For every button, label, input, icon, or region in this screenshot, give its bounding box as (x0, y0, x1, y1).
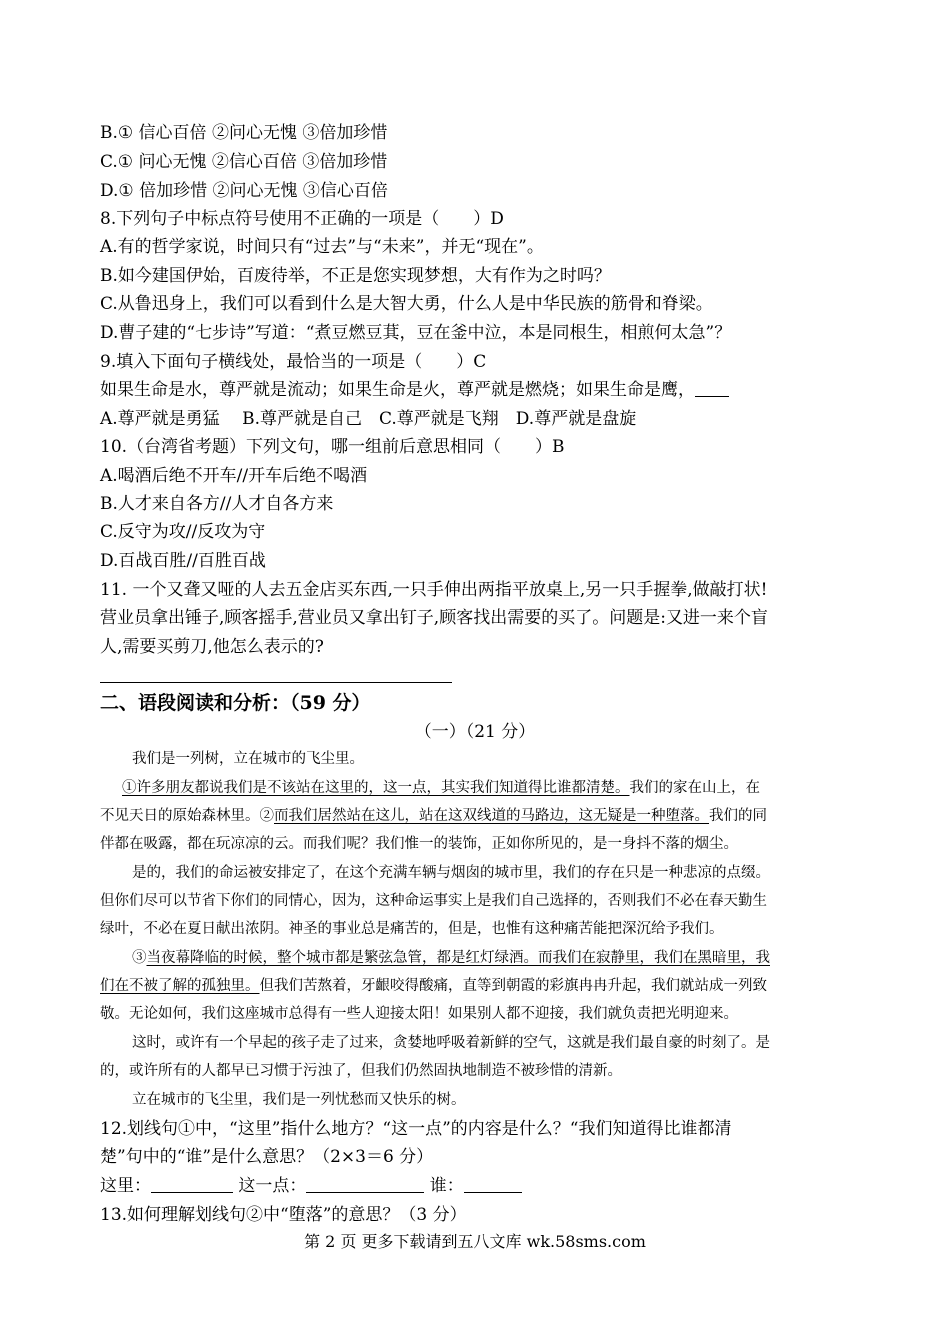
passage-p3-line-2: 但你们尽可以节省下你们的同情心，因为，这种命运事实上是我们自己选择的，否则我们不必在春天勤生 (100, 893, 767, 909)
section-2-title: 二、语段阅读和分析：（59 分） (100, 692, 371, 714)
q12-blank-point[interactable] (306, 1176, 424, 1193)
underlined-sentence-3a: 当夜幕降临的时候，整个城市都是繁弦急管，都是红灯绿酒。而我们在寂静里，我们在黑暗里，我 (146, 950, 770, 966)
q9-sentence (100, 379, 729, 401)
passage-p2-text-b1: 不见天日的原始森林里。② (100, 808, 274, 824)
passage-p2-line-1 (122, 778, 760, 798)
q11-line-1: 11. 一个又聋又哑的人去五金店买东西,一只手伸出两指平放桌上,另一只手握拳,做敲打状! (100, 580, 768, 600)
passage-p2-line-2 (100, 806, 767, 826)
underlined-sentence-2: 而我们居然站在这儿，站在这双线道的马路边，这无疑是一种堕落。 (274, 808, 709, 824)
page-footer: 第 2 页 更多下载请到五八文库 wk.58sms.com (304, 1232, 646, 1251)
q12-blank-here[interactable] (151, 1176, 233, 1193)
q10-option-c: C.反守为攻//反攻为守 (100, 522, 266, 542)
q9-sentence-text: 如果生命是水，尊严就是流动；如果生命是火，尊严就是燃烧；如果生命是鹰， (100, 380, 695, 400)
passage-p3-line-3: 绿叶，不必在夏日献出浓阴。神圣的事业总是痛苦的，但是，也惟有这种痛苦能把深沉给予我们。 (100, 921, 724, 937)
underlined-sentence-3b: 们在不被了解的孤独里。 (100, 978, 260, 994)
q12-blank-who[interactable] (464, 1176, 522, 1193)
q8-option-c: C.从鲁迅身上，我们可以看到什么是大智大勇，什么人是中华民族的筋骨和脊梁。 (100, 294, 713, 314)
q12-line-1: 12.划线句①中，“这里”指什么地方？“这一点”的内容是什么？“我们知道得比谁都清 (100, 1119, 732, 1139)
q9-stem: 9.填入下面句子横线处，最恰当的一项是（ ）C (100, 352, 487, 372)
passage-p5-line-1: 这时，或许有一个早起的孩子走了过来，贪婪地呼吸着新鲜的空气，这就是我们最自豪的时刻了。是 (132, 1035, 770, 1051)
passage-p4-text-b: 但我们苦熬着，牙齦咬得酸痛，直等到朝霞的彩旗冉冉升起，我们就站成一列致 (259, 978, 767, 994)
q7-option-c: C.① 问心无愧 ②信心百倍 ③倍加珍惜 (100, 152, 388, 172)
passage-p5-line-2: 的，或许所有的人都早已习惯于污浊了，但我们仍然固执地制造不被珍惜的清新。 (100, 1063, 622, 1079)
q7-option-d: D.① 倍加珍惜 ②问心无愧 ③信心百倍 (100, 181, 388, 201)
q8-option-d: D.曹子建的“七步诗”写道：“煮豆燃豆萁，豆在釜中泣，本是同根生，相煎何太急”？ (100, 323, 732, 343)
passage-p4-line-2 (100, 976, 767, 996)
q10-option-a: A.喝酒后绝不开车//开车后绝不喝酒 (100, 466, 368, 486)
passage-p2-text-b2: 我们的同 (709, 808, 767, 824)
passage-p4-number: ③ (132, 950, 147, 966)
q11-line-2: 营业员拿出锤子,顾客摇手,营业员又拿出钉子,顾客找出需要的买了。问题是:又进一来个盲 (100, 608, 768, 628)
passage-p6: 立在城市的飞尘里，我们是一列忧愁而又快乐的树。 (132, 1092, 466, 1108)
q7-option-b: B.① 信心百倍 ②问心无愧 ③倍加珍惜 (100, 123, 388, 143)
q8-option-b: B.如今建国伊始，百废待举，不正是您实现梦想，大有作为之时吗？ (100, 266, 611, 286)
q10-option-d: D.百战百胜//百胜百战 (100, 551, 266, 571)
q11-line-3: 人,需要买剪刀,他怎么表示的? (100, 637, 324, 657)
q12-label-here: 这里： (100, 1176, 151, 1196)
q11-answer-line (100, 682, 452, 683)
passage-p2-text-a: 我们的家在山上，在 (629, 780, 760, 796)
underlined-sentence-1: ①许多朋友都说我们是不该站在这里的，这一点，其实我们知道得比谁都清楚。 (122, 780, 630, 796)
passage-p4-line-3: 敬。无论如何，我们这座城市总得有一些人迎接太阳！如果别人都不迎接，我们就负责把光明迎来。 (100, 1006, 738, 1022)
passage-p4-line-1 (132, 948, 770, 968)
passage-p3-line-1: 是的，我们的命运被安排定了，在这个充满车辆与烟囱的城市里，我们的存在只是一种悲凉的点缀。 (132, 865, 770, 881)
part-1-title: （一）（21 分） (414, 722, 536, 742)
q8-option-a: A.有的哲学家说，时间只有“过去”与“未来”，并无“现在”。 (100, 237, 544, 257)
q12-answer-row (100, 1175, 522, 1197)
passage-p1: 我们是一列树，立在城市的飞尘里。 (132, 751, 364, 767)
q12-label-point: 这一点： (233, 1176, 307, 1196)
q10-option-b: B.人才来自各方//人才自各方来 (100, 494, 334, 514)
q12-label-who: 谁： (424, 1176, 464, 1196)
q13: 13.如何理解划线句②中“堕落”的意思？（3 分） (100, 1205, 467, 1225)
q9-options: A.尊严就是勇猛 B.尊严就是自己 C.尊严就是飞翔 D.尊严就是盘旋 (100, 409, 637, 429)
q12-line-2: 楚”句中的“谁”是什么意思？（2×3＝6 分） (100, 1147, 434, 1167)
q9-blank (695, 380, 729, 397)
q10-stem: 10.（台湾省考题）下列文句，哪一组前后意思相同（ ）B (100, 437, 565, 457)
q8-stem: 8.下列句子中标点符号使用不正确的一项是（ ）D (100, 209, 504, 229)
passage-p2-line-3: 伴都在吸露，都在玩凉凉的云。而我们呢？我们惟一的装饰，正如你所见的，是一身抖不落的烟尘。 (100, 836, 738, 852)
